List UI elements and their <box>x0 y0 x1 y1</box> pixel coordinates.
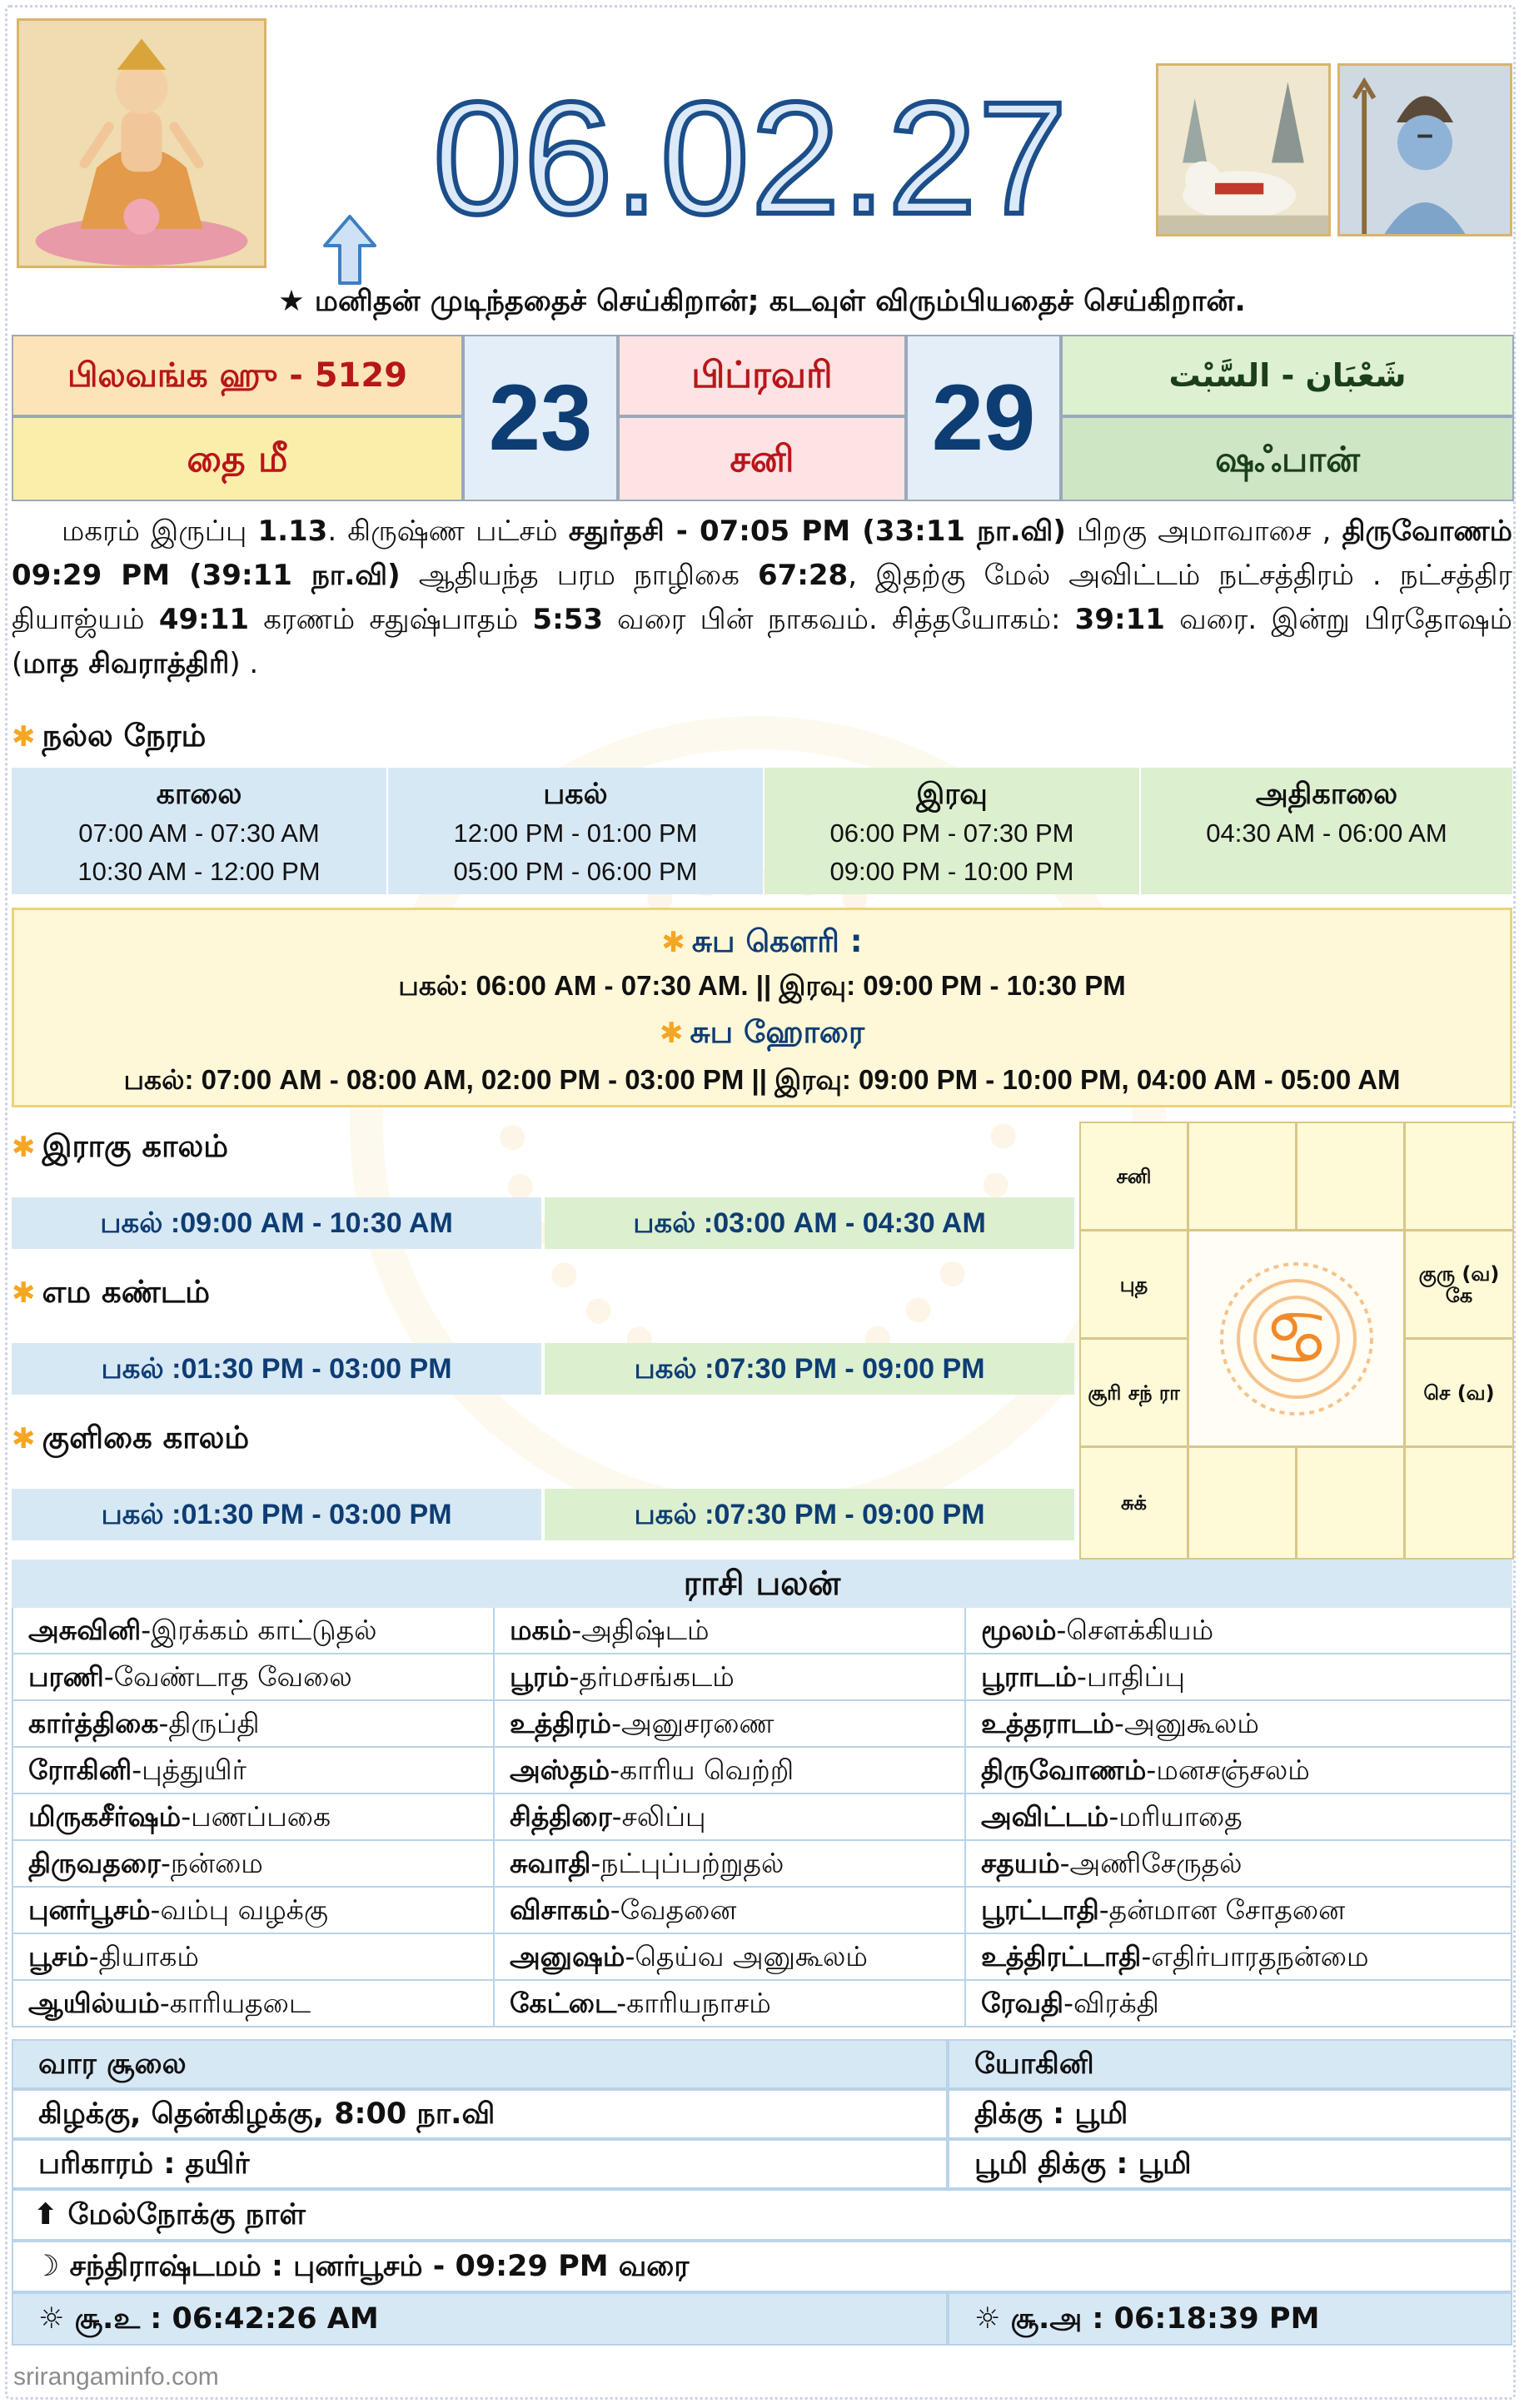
sunrise: ☼ சூ.உ : 06:42:26 AM <box>12 2292 948 2346</box>
nakshatra-name: ஆயில்யம் <box>28 1987 160 2019</box>
rasi-palan-title: ராசி பலன் <box>12 1560 1512 1608</box>
shiva-image <box>1337 63 1512 236</box>
soolai-direction: கிழக்கு, தென்கிழக்கு, 8:00 நா.வி <box>12 2089 948 2139</box>
bhumi-dikku: பூமி திக்கு : பூமி <box>948 2139 1512 2189</box>
nakshatra-name: ரோகினி <box>28 1754 132 1786</box>
vara-soolai-header: வார சூலை <box>12 2039 948 2089</box>
rasi-palan-cell <box>12 1981 495 2027</box>
subha-gowri-times: பகல்: 06:00 AM - 07:30 AM. || இரவு: 09:00 PM - 10:30 PM <box>398 970 1126 1001</box>
nakshatra-name: புனர்பூசம் <box>28 1893 151 1926</box>
site-footer[interactable]: srirangaminfo.com <box>13 2363 219 2391</box>
nakshatra-name: பரணி <box>28 1660 104 1693</box>
nakshatra-name: திருவதரை <box>28 1847 161 1879</box>
tamil-day: 23 <box>463 335 618 501</box>
rahu-kalam-a: பகல் :09:00 AM - 10:30 AM <box>12 1197 541 1249</box>
nakshatra-result: -தெய்வ அனுகூலம் <box>625 1940 868 1973</box>
yama-kandam-title: ✱ எம கண்டம் <box>12 1274 210 1310</box>
subha-hora-title: ✱ சுப ஹோரை <box>659 1014 865 1050</box>
rasi-palan-cell <box>966 1794 1512 1841</box>
nakshatra-result: -வேதனை <box>610 1893 737 1926</box>
nakshatra-result: -அதிஷ்டம் <box>571 1614 710 1646</box>
nakshatra-name: சித்திரை <box>510 1800 612 1833</box>
chart-cell <box>1188 1122 1297 1231</box>
nakshatra-name: பூராடம் <box>981 1660 1078 1693</box>
chart-cell-sev: செ (வ) <box>1404 1338 1514 1447</box>
yama-kandam-b: பகல் :07:30 PM - 09:00 PM <box>545 1343 1074 1395</box>
rasi-palan-cell <box>12 1888 495 1934</box>
kuligai-kalam-a: பகல் :01:30 PM - 03:00 PM <box>12 1489 541 1540</box>
quote-line: ★ மனிதன் முடிந்ததைச் செய்கிறான்; கடவுள் விரும்பியதைச் செய்கிறான். <box>278 285 1246 318</box>
nakshatra-result: -இரக்கம் காட்டுதல் <box>141 1614 377 1646</box>
star-icon: ✱ <box>12 1276 36 1310</box>
rasi-palan-cell <box>966 1888 1512 1934</box>
svg-text:♋: ♋ <box>1263 1294 1330 1382</box>
rasi-palan-cell <box>966 1608 1512 1654</box>
rasi-palan-cell <box>495 1654 966 1701</box>
rasi-palan-cell <box>12 1748 495 1794</box>
rasi-palan-cell <box>495 1981 966 2027</box>
nakshatra-name: விசாகம் <box>510 1893 610 1926</box>
chart-cell <box>1296 1446 1405 1560</box>
nakshatra-result: -மரியாதை <box>1108 1800 1243 1833</box>
kuligai-kalam-title: ✱ குளிகை காலம் <box>12 1420 250 1455</box>
nalla-neram-title: ✱ நல்ல நேரம் <box>12 718 207 754</box>
nakshatra-name: உத்தராடம் <box>981 1707 1115 1739</box>
rasi-palan-cell <box>966 1748 1512 1794</box>
chart-cell <box>1404 1122 1514 1231</box>
rasi-palan-cell <box>12 1654 495 1701</box>
nakshatra-name: அவிட்டம் <box>981 1800 1109 1833</box>
nakshatra-result: -அனுசரணை <box>611 1707 774 1739</box>
cancer-zodiac-icon <box>1205 1247 1388 1430</box>
chart-cell-suri: சூரி சந் ரா <box>1079 1338 1188 1447</box>
nakshatra-result: -எதிர்பாரதநன்மை <box>1141 1940 1369 1973</box>
chart-center <box>1188 1230 1405 1447</box>
rasi-palan-cell <box>495 1701 966 1748</box>
nakshatra-result: -சௌக்கியம் <box>1056 1614 1214 1646</box>
rasi-palan-cell <box>966 1654 1512 1701</box>
rasi-chart <box>1079 1122 1514 1560</box>
nakshatra-result: -அனுகூலம் <box>1114 1707 1259 1739</box>
nakshatra-result: -மனசஞ்சலம் <box>1146 1754 1310 1786</box>
nakshatra-name: மிருகசீர்ஷம் <box>28 1800 182 1833</box>
star-icon: ✱ <box>661 926 685 959</box>
chart-cell-budha: புத <box>1079 1230 1188 1339</box>
rasi-palan-cell <box>966 1934 1512 1981</box>
subha-gowri-title: ✱ சுப கௌரி : <box>661 923 863 959</box>
rasi-palan-cell <box>966 1841 1512 1888</box>
nakshatra-result: -திருப்தி <box>158 1707 260 1739</box>
nakshatra-name: பூரட்டாதி <box>981 1893 1099 1926</box>
weekday: சனி <box>618 416 906 501</box>
nakshatra-name: பூரம் <box>510 1660 570 1693</box>
nakshatra-result: -விரக்தி <box>1063 1987 1159 2019</box>
nakshatra-name: அனுஷம் <box>510 1940 625 1973</box>
nakshatra-name: பூசம் <box>28 1940 89 1973</box>
rasi-palan-cell <box>12 1701 495 1748</box>
nalla-neram-night: இரவு 06:00 PM - 07:30 PM 09:00 PM - 10:00 PM <box>764 768 1139 894</box>
kuligai-kalam-b: பகல் :07:30 PM - 09:00 PM <box>545 1489 1074 1540</box>
rasi-palan-cell <box>495 1934 966 1981</box>
chart-cell-suk: சுக் <box>1079 1446 1188 1560</box>
rasi-palan-cell <box>966 1701 1512 1748</box>
nalla-neram-dawn: அதிகாலை 04:30 AM - 06:00 AM <box>1141 768 1512 894</box>
nakshatra-name: சுவாதி <box>510 1847 591 1879</box>
nakshatra-name: உத்திரட்டாதி <box>981 1940 1142 1973</box>
star-icon: ✱ <box>12 720 36 754</box>
nakshatra-result: -தியாகம் <box>88 1940 199 1973</box>
nakshatra-result: -வேண்டாத வேலை <box>103 1660 352 1693</box>
mel-nokku-naal: ⬆ மேல்நோக்கு நாள் <box>12 2189 1512 2241</box>
rahu-kalam-b: பகல் :03:00 AM - 04:30 AM <box>545 1197 1074 1249</box>
rasi-palan-cell <box>495 1748 966 1794</box>
nakshatra-name: மூலம் <box>981 1614 1057 1646</box>
rasi-palan-cell <box>12 1841 495 1888</box>
nakshatra-result: -தன்மான சோதனை <box>1098 1893 1346 1926</box>
tamil-year: பிலவங்க ஹு - 5129 <box>12 335 463 416</box>
chart-cell <box>1404 1446 1514 1560</box>
nakshatra-result: -நன்மை <box>160 1847 263 1879</box>
nakshatra-result: -பணப்பகை <box>181 1800 331 1833</box>
star-icon: ✱ <box>12 1131 36 1164</box>
chart-cell-sani: சனி <box>1079 1122 1188 1231</box>
nakshatra-name: அஸ்தம் <box>510 1754 610 1786</box>
nakshatra-result: -காரியதடை <box>159 1987 311 2019</box>
chart-cell-guru: குரு (வ) கே <box>1404 1230 1514 1339</box>
chandrashtamam: ☽ சந்திராஷ்டமம் : புனர்பூசம் - 09:29 PM வரை <box>12 2241 1512 2292</box>
date-display: 06.02.27 <box>433 68 1069 247</box>
english-month: பிப்ரவரி <box>618 335 906 416</box>
tamil-month: தை மீ <box>12 416 463 501</box>
yogini-header: யோகினி <box>948 2039 1512 2089</box>
arabic-date: شَعْبَان - السَّبْت <box>1061 335 1514 416</box>
hijri-month: ஷஃபான் <box>1061 416 1514 501</box>
english-day: 29 <box>906 335 1061 501</box>
nalla-neram-afternoon: பகல் 12:00 PM - 01:00 PM 05:00 PM - 06:00 PM <box>388 768 763 894</box>
nakshatra-result: -சலிப்பு <box>611 1800 706 1833</box>
chart-cell <box>1296 1122 1405 1231</box>
nakshatra-name: உத்திரம் <box>510 1707 612 1739</box>
nakshatra-name: கேட்டை <box>510 1987 617 2019</box>
nakshatra-name: திருவோணம் <box>981 1754 1147 1786</box>
nakshatra-result: -காரிய வெற்றி <box>610 1754 794 1786</box>
panchang-description: மகரம் இருப்பு 1.13. கிருஷ்ண பட்சம் சதுர்தசி - 07:05 PM (33:11 நா.வி) பிறகு அமாவாசை , திருவோணம் 09:29 PM (39:11 நா.வி) ஆதியந்த பரம நாழிகை 67:28, இதற்கு மேல் அவிட்டம் நட்சத்திரம் . நட்சத்திர தியாஜ்யம் 49:11 கரணம் சதுஷ்பாதம் 5:53 வரை பின் நாகவம். சித்தயோகம்: 39:11 வரை. இன்று பிரதோஷம் (மாத சிவராத்திரி) . <box>12 515 1512 680</box>
sunset: ☼ சூ.அ : 06:18:39 PM <box>948 2292 1512 2346</box>
rasi-palan-cell <box>12 1608 495 1654</box>
nakshatra-result: -பாதிப்பு <box>1077 1660 1185 1693</box>
lakshmi-image <box>17 18 266 268</box>
parikaram: பரிகாரம் : தயிர் <box>12 2139 948 2189</box>
subha-hora-times: பகல்: 07:00 AM - 08:00 AM, 02:00 PM - 03:00 PM || இரவு: 09:00 PM - 10:00 PM, 04:00 AM - 05:00 AM <box>123 1064 1401 1095</box>
nandi-temple-image <box>1156 63 1331 236</box>
rasi-palan-cell <box>12 1794 495 1841</box>
rasi-palan-cell <box>495 1841 966 1888</box>
yogini-dikku: திக்கு : பூமி <box>948 2089 1512 2139</box>
nakshatra-result: -வம்பு வழக்கு <box>150 1893 329 1926</box>
rasi-palan-cell <box>495 1794 966 1841</box>
nakshatra-name: ரேவதி <box>981 1987 1064 2019</box>
nalla-neram-morning: காலை 07:00 AM - 07:30 AM 10:30 AM - 12:00 PM <box>12 768 386 894</box>
up-arrow-icon <box>321 212 379 287</box>
rasi-palan-cell <box>966 1981 1512 2027</box>
nakshatra-result: -தர்மசங்கடம் <box>569 1660 735 1693</box>
nakshatra-name: சதயம் <box>981 1847 1060 1879</box>
nakshatra-name: கார்த்திகை <box>28 1707 159 1739</box>
rasi-palan-cell <box>12 1934 495 1981</box>
star-icon: ✱ <box>659 1017 684 1050</box>
star-icon: ✱ <box>12 1422 36 1455</box>
yama-kandam-a: பகல் :01:30 PM - 03:00 PM <box>12 1343 541 1395</box>
nakshatra-result: -நட்புப்பற்றுதல் <box>590 1847 784 1879</box>
rasi-palan-cell <box>495 1608 966 1654</box>
chart-cell <box>1188 1446 1297 1560</box>
nakshatra-name: மகம் <box>510 1614 572 1646</box>
nakshatra-result: -புத்துயிர் <box>132 1754 247 1786</box>
subha-gowri-hora-box <box>12 908 1512 1107</box>
nakshatra-result: -அணிசேருதல் <box>1059 1847 1243 1879</box>
rahu-kalam-title: ✱ இராகு காலம் <box>12 1128 228 1164</box>
nakshatra-result: -காரியநாசம் <box>616 1987 771 2019</box>
nakshatra-name: அசுவினி <box>28 1614 142 1646</box>
rasi-palan-cell <box>495 1888 966 1934</box>
